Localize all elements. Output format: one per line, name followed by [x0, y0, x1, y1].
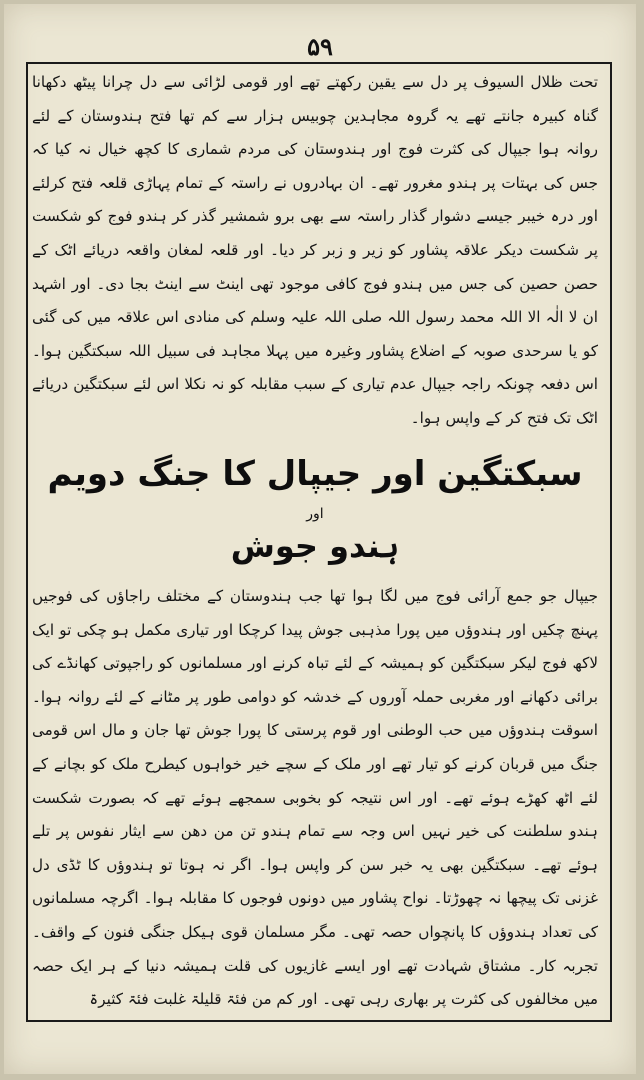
paragraph-top: [32, 66, 598, 470]
paragraph-top-text: تحت ظلال السیوف پر دل سے یقین رکھتے تھے اور قومی لڑائی سے دل چرانا پیٹھ دکھانا گناہ کبیرہ جانتے تھے یہ گروہ مجاہدین چوبیس ہزار سے کم تھا فتح ہندوستان کے لئے روانہ ہوا جیپال کی کثرت فوج اور ہندوستان کی مردم شماری کا کچھ خیال نہ کیا کہ جس کی بہتات پر ہندو مغرور تھے۔ ان بہادروں نے راستہ کے تمام پہاڑی قلعہ فتح کرلئے اور درہ خیبر جیسے دشوار گذار راستہ سے بھی برو شمشیر گذر کر ہندو فوج کو شکست پر شکست دیکر علاقہ پشاور کو زیر و زبر کر دیا۔ اور قلعہ لمغان واقعہ دریائے اٹک کے حصن حصین کی جس میں ہندو فوج کافی موجود تھی اینٹ سے اینٹ بجا دی۔ اور اشہد ان لا الٰہ الا اللہ محمد رسول اللہ صلی اللہ علیہ وسلم کی منادی اس علاقہ میں کی گئی کو یا سرحدی صوبہ کے اضلاع پشاور وغیرہ میں پہلا مجاہد فی سبیل اللہ سبکتگین ہوا۔ اس دفعہ چونکہ راجہ جیپال عدم تیاری کے سبب مقابلہ کو نہ نکلا اس لئے سبکتگین دریائے اٹک تک فتح کر کے واپس ہوا۔: [32, 73, 598, 427]
section-heading-connector: اور: [306, 506, 324, 522]
paragraph-bottom: [32, 580, 598, 1012]
paragraph-bottom-text: جیپال جو جمع آرائی فوج میں لگا ہوا تھا جب ہندوستان کے مختلف راجاؤں کی فوجیں پہنچ چکیں اور ہندوؤں میں پورا مذہبی جوش پیدا کرچکا اور تیاری مکمل ہو چکی تو ایک لاکھ فوج لیکر سبکتگین کو ہمیشہ کے لئے تباہ کرنے اور مسلمانوں کو راجپوتی کھانڈے کی برائی دکھانے اور مغربی حملہ آوروں کے خدشہ کو دوامی طور پر مٹانے کے لئے روانہ ہوا۔ اسوقت ہندوؤں میں حب الوطنی اور قوم پرستی کا پورا جوش تھا جان و مال اس قومی جنگ میں قربان کرنے کو تیار تھے اور ملک کے سچے خیر خواہوں کیطرح ملک کو بچانے کے لئے اٹھ کھڑے ہوئے تھے۔ اور اس نتیجہ کو بخوبی سمجھے ہوئے تھے کہ بصورت شکست ہندو سلطنت کی خیر نہیں اس وجہ سے تمام ہندو تن من دھن سے ایثار نفوس پر تلے ہوئے تھے۔ سبکتگین بھی یہ خبر سن کر واپس ہوا۔ اگر نہ ہوتا تو ہندوؤں کا ٹڈی دل غزنی تک پیچھا نہ چھوڑتا۔ نواح پشاور میں دونوں فوجوں کا مقابلہ ہوا۔ اگرچہ مسلمانوں کی تعداد ہندوؤں کا پانچواں حصہ تھی۔ مگر مسلمان قوی ہیکل جنگی فنون کے واقف۔ تجربہ کار۔ مشتاق شہادت تھے اور ایسے غازیوں کی قلت ہمیشہ دنیا کے ہر ایک حصہ میں مخالفوں کی کثرت پر بھاری رہی تھی۔ اور کم من فئۃ قلیلۃ غلبت فئۃ کثیرۃ: [32, 587, 598, 1009]
section-subheading: ہندو جوش: [230, 527, 400, 565]
section-heading: سبکتگین اور جیپال کا جنگ دویم: [47, 454, 583, 494]
page-number: ۵۹: [307, 32, 333, 61]
